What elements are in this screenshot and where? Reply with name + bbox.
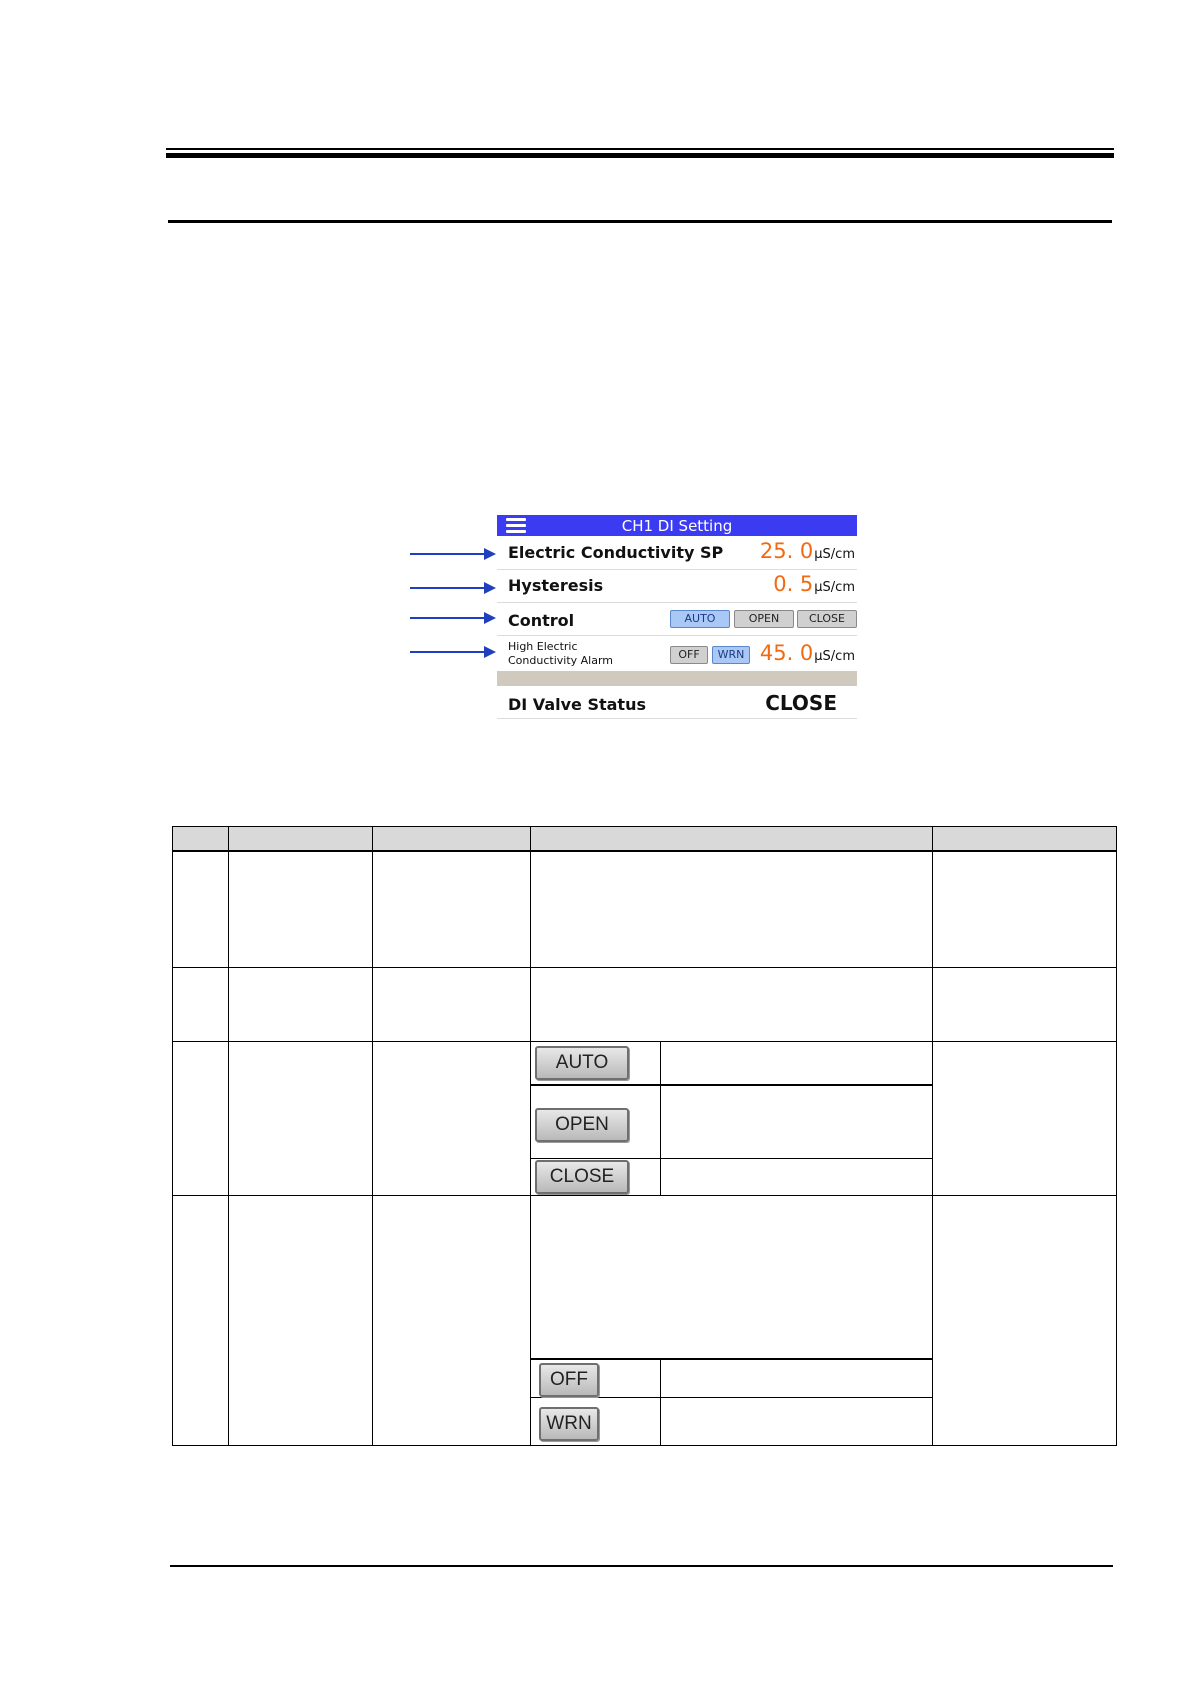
callout-arrow-2 [410, 582, 496, 594]
table-close-button: CLOSE [535, 1160, 629, 1194]
alarm-row [497, 636, 857, 670]
table-open-button: OPEN [535, 1108, 629, 1142]
sp-row [497, 537, 857, 570]
callout-arrow-3 [410, 612, 496, 624]
hysteresis-unit: µS/cm [814, 580, 855, 595]
alarm-unit: µS/cm [814, 649, 855, 664]
alarm-off-button[interactable]: OFF [670, 646, 708, 664]
footer-rule [170, 1565, 1113, 1567]
sp-value[interactable]: 25. 0µS/cm [759, 539, 855, 563]
header-rule-thin [166, 148, 1114, 150]
di-setting-screen [497, 515, 857, 719]
control-row [497, 603, 857, 636]
table-auto-button: AUTO [535, 1046, 629, 1080]
screen-title: CH1 DI Setting [621, 517, 733, 535]
callout-arrow-4 [410, 646, 496, 658]
screen-title-bar [497, 515, 857, 536]
settings-table [172, 826, 1117, 1446]
table-header-row [172, 826, 1117, 850]
control-close-button[interactable]: CLOSE [797, 610, 857, 628]
table-wrn-button: WRN [539, 1407, 599, 1441]
table-off-button: OFF [539, 1363, 599, 1397]
section-rule [168, 220, 1112, 223]
header-rule-thick [166, 153, 1114, 158]
control-auto-button[interactable]: AUTO [670, 610, 730, 628]
control-open-button[interactable]: OPEN [734, 610, 794, 628]
alarm-value[interactable]: 45. 0µS/cm [759, 641, 855, 665]
sp-label: Electric Conductivity SP [508, 543, 724, 562]
sp-unit: µS/cm [814, 547, 855, 562]
callout-arrow-1 [410, 548, 496, 560]
hysteresis-label: Hysteresis [508, 576, 604, 595]
status-row [497, 687, 857, 719]
hysteresis-value[interactable]: 0. 5µS/cm [773, 572, 855, 596]
status-value: CLOSE [765, 691, 837, 715]
hysteresis-row [497, 570, 857, 603]
control-label: Control [508, 611, 575, 630]
alarm-label: High Electric Conductivity Alarm [508, 640, 614, 667]
screen-divider [497, 671, 857, 686]
status-label: DI Valve Status [508, 695, 646, 714]
alarm-wrn-button[interactable]: WRN [712, 646, 750, 664]
